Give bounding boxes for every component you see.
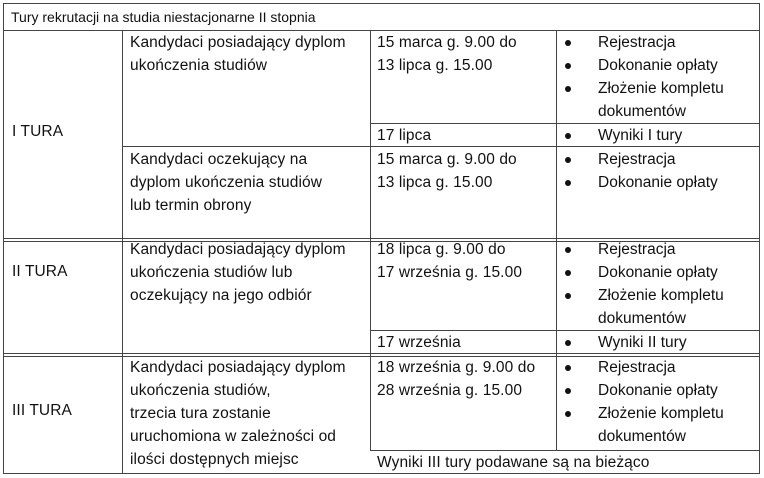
date-line: 28 września g. 15.00 (377, 382, 523, 399)
results-list (562, 124, 682, 147)
step-item: Dokonanie opłaty (562, 261, 724, 284)
candidates-line: ilości dostępnych miejsc (130, 451, 299, 468)
candidates-line: ukończenia studiów (130, 57, 268, 74)
table-border-top (3, 3, 760, 4)
steps-list (562, 148, 718, 194)
col-divider-1 (122, 30, 123, 473)
step-item: Złożenie kompletu (562, 402, 724, 425)
step-item-continuation: dokumentów (598, 103, 686, 120)
candidates-line: uruchomiona w zależności od (130, 428, 337, 445)
step-item-continuation: dokumentów (598, 310, 686, 327)
candidates-line: ukończenia studiów, (130, 382, 271, 399)
candidates-line: Kandydaci posiadający dyplom (130, 34, 346, 51)
results-note: Wyniki III tury podawane są na bieżąco (377, 454, 650, 471)
date-line: 18 września g. 9.00 do (377, 359, 536, 376)
bullet-icon (565, 411, 571, 417)
col-divider-3 (556, 30, 557, 450)
bullet-icon (565, 180, 571, 186)
step-item-continuation: dokumentów (598, 428, 686, 445)
round-name: II TURA (12, 263, 68, 280)
date-line: 13 lipca g. 15.00 (377, 174, 493, 191)
step-item: Złożenie kompletu (562, 284, 724, 307)
steps-list (562, 31, 724, 123)
date-line: 15 marca g. 9.00 do (377, 34, 517, 51)
candidates-line: ukończenia studiów lub (130, 264, 293, 281)
step-item: Złożenie kompletu (562, 77, 724, 100)
steps-list (562, 356, 724, 448)
bullet-icon (565, 340, 571, 346)
bullet-icon (565, 365, 571, 371)
results-item: Wyniki I tury (562, 124, 682, 147)
date-line: 18 lipca g. 9.00 do (377, 241, 506, 258)
step-item: Rejestracja (562, 31, 724, 54)
steps-list (562, 238, 724, 330)
candidates-line: Kandydaci posiadający dyplom (130, 241, 346, 258)
results-item: Wyniki II tury (562, 331, 687, 354)
candidates-line: lub termin obrony (130, 197, 252, 214)
table-title: Tury rekrutacji na studia niestacjonarne II stopnia (11, 9, 316, 25)
bullet-icon (565, 247, 571, 253)
date-line: 17 września g. 15.00 (377, 264, 523, 281)
step-item: Rejestracja (562, 238, 724, 261)
date-line: 13 lipca g. 15.00 (377, 57, 493, 74)
bullet-icon (565, 293, 571, 299)
results-date: 17 września (377, 334, 461, 351)
step-item: Rejestracja (562, 356, 724, 379)
bullet-icon (565, 63, 571, 69)
date-line: 15 marca g. 9.00 do (377, 151, 517, 168)
round-name: III TURA (12, 402, 72, 419)
candidates-line: Kandydaci oczekujący na (130, 151, 308, 168)
bullet-icon (565, 388, 571, 394)
candidates-line: trzecia tura zostanie (130, 405, 271, 422)
candidates-line: oczekujący na jego odbiór (130, 287, 312, 304)
bullet-icon (565, 86, 571, 92)
col-divider-2 (370, 30, 371, 450)
step-item: Dokonanie opłaty (562, 379, 724, 402)
bullet-icon (565, 133, 571, 139)
results-date: 17 lipca (377, 127, 432, 144)
step-item: Dokonanie opłaty (562, 171, 718, 194)
candidates-line: dyplom ukończenia studiów (130, 174, 323, 191)
candidates-line: Kandydaci posiadający dyplom (130, 359, 346, 376)
bullet-icon (565, 157, 571, 163)
bullet-icon (565, 270, 571, 276)
round-name: I TURA (12, 123, 64, 140)
step-item: Rejestracja (562, 148, 718, 171)
bullet-icon (565, 40, 571, 46)
step-item: Dokonanie opłaty (562, 54, 724, 77)
results-list (562, 331, 687, 354)
